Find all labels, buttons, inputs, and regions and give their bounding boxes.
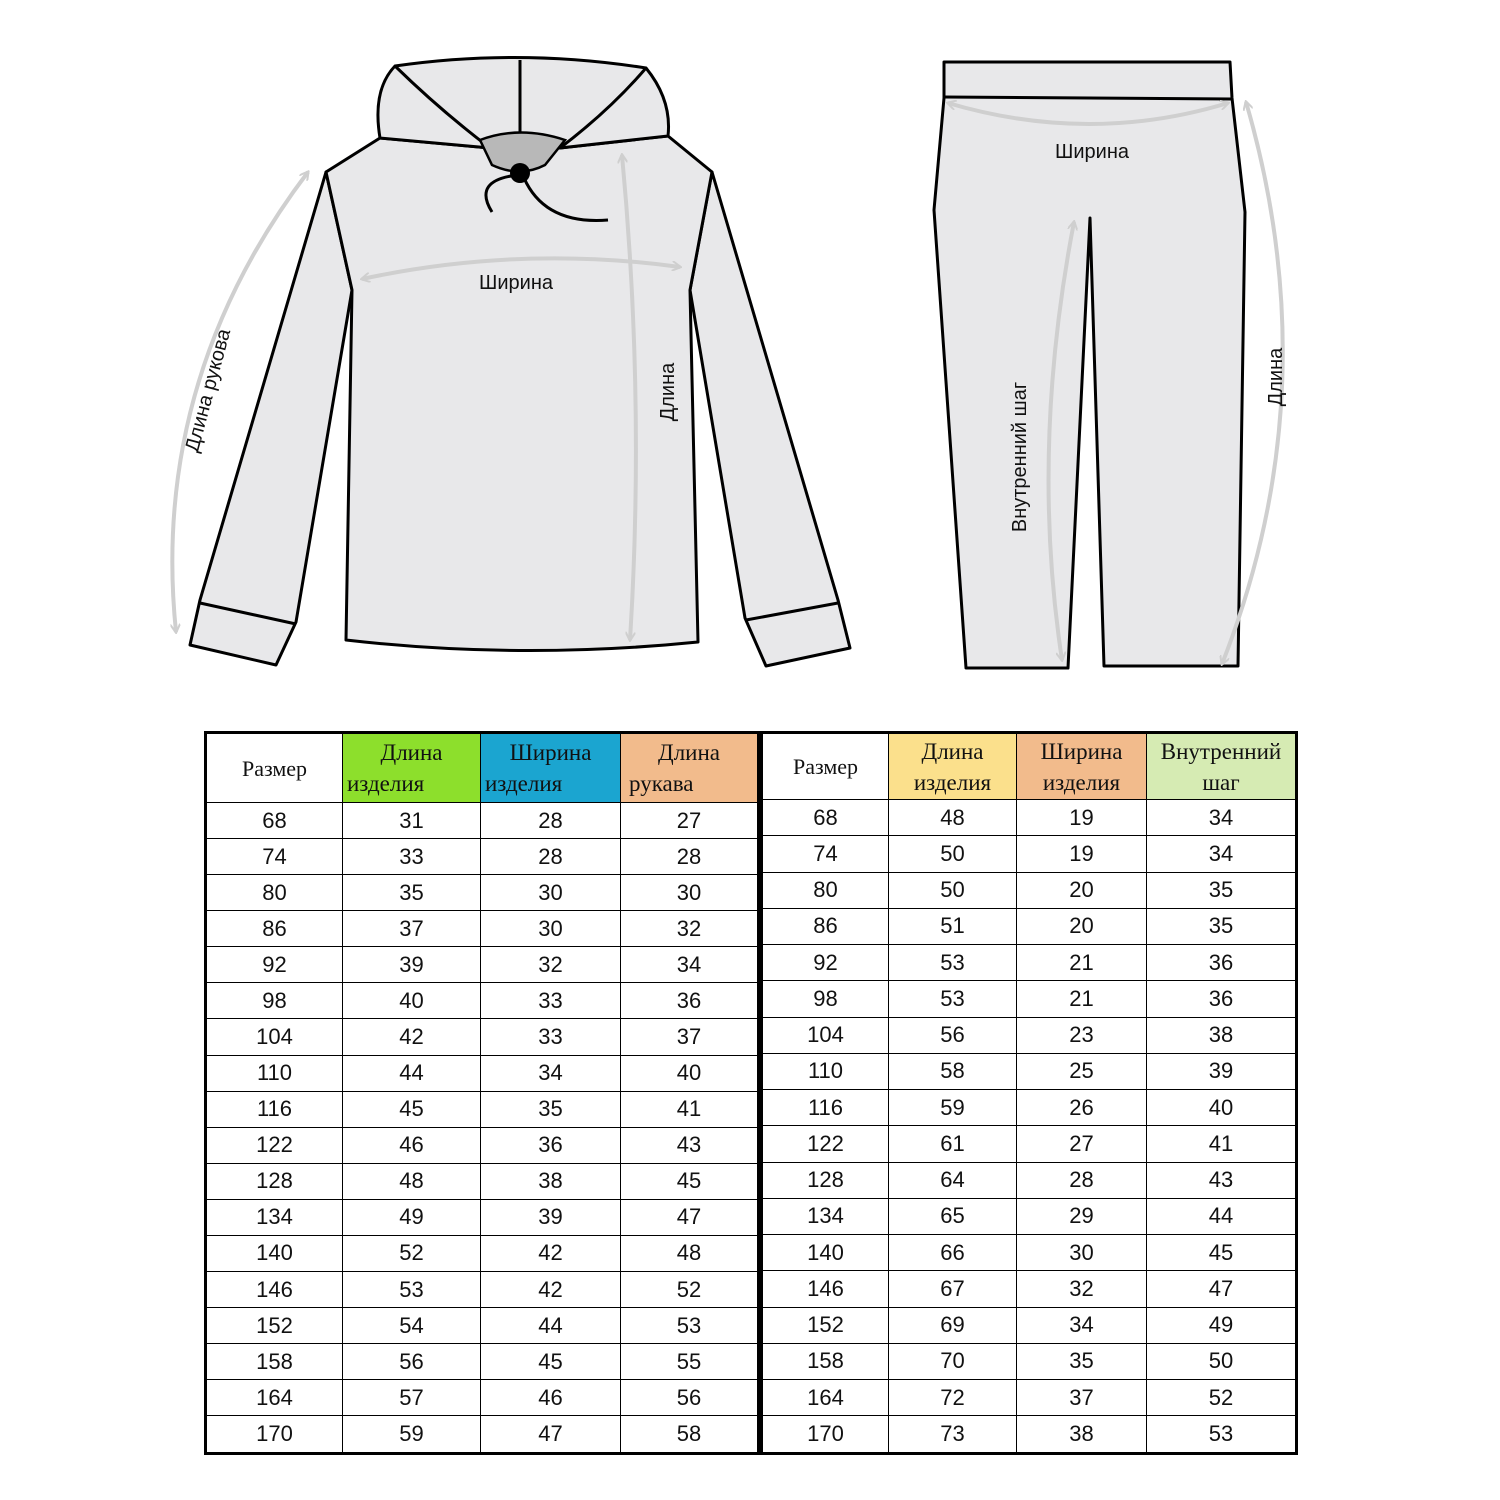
value-cell: 44 (481, 1308, 621, 1344)
table-row (206, 1199, 759, 1235)
value-cell: 28 (621, 839, 759, 875)
header-product-length: Длина изделия (889, 733, 1017, 800)
size-cell: 68 (762, 800, 889, 836)
value-cell: 33 (481, 983, 621, 1019)
table-row (206, 875, 759, 911)
value-cell: 44 (343, 1055, 481, 1091)
size-cell: 170 (206, 1416, 343, 1454)
table-row (762, 1198, 1297, 1234)
value-cell: 32 (481, 947, 621, 983)
value-cell: 42 (481, 1235, 621, 1271)
header-inseam: Внутренний шаг (1147, 733, 1297, 800)
value-cell: 38 (481, 1163, 621, 1199)
size-cell: 86 (762, 908, 889, 944)
size-cell: 92 (762, 945, 889, 981)
value-cell: 43 (621, 1127, 759, 1163)
value-cell: 66 (889, 1235, 1017, 1271)
pants-size-table (760, 731, 1298, 1455)
value-cell: 34 (481, 1055, 621, 1091)
table-row (206, 983, 759, 1019)
table-row (206, 947, 759, 983)
hoodie-length-label: Длина (657, 362, 679, 422)
value-cell: 43 (1147, 1162, 1297, 1198)
value-cell: 32 (621, 911, 759, 947)
value-cell: 23 (1017, 1017, 1147, 1053)
table-row (762, 800, 1297, 836)
table-row (206, 911, 759, 947)
value-cell: 48 (621, 1235, 759, 1271)
value-cell: 30 (481, 875, 621, 911)
size-cell: 74 (206, 839, 343, 875)
value-cell: 35 (481, 1091, 621, 1127)
value-cell: 40 (621, 1055, 759, 1091)
value-cell: 34 (1147, 800, 1297, 836)
value-cell: 39 (481, 1199, 621, 1235)
pants-length-label: Длина (1265, 347, 1287, 407)
size-cell: 146 (762, 1271, 889, 1307)
pants-width-label: Ширина (1055, 141, 1129, 163)
value-cell: 31 (343, 803, 481, 839)
value-cell: 28 (1017, 1162, 1147, 1198)
size-cell: 98 (206, 983, 343, 1019)
value-cell: 27 (621, 803, 759, 839)
size-cell: 110 (762, 1053, 889, 1089)
value-cell: 65 (889, 1198, 1017, 1234)
size-cell: 104 (206, 1019, 343, 1055)
table-row (762, 836, 1297, 872)
hoodie-right-sleeve (690, 172, 850, 666)
value-cell: 35 (1147, 908, 1297, 944)
table-row (206, 1163, 759, 1199)
table-row (206, 1272, 759, 1308)
value-cell: 44 (1147, 1198, 1297, 1234)
size-cell: 86 (206, 911, 343, 947)
value-cell: 70 (889, 1343, 1017, 1379)
value-cell: 30 (481, 911, 621, 947)
value-cell: 45 (481, 1344, 621, 1380)
size-cell: 152 (206, 1308, 343, 1344)
table-row (206, 1127, 759, 1163)
table-row (206, 1308, 759, 1344)
garment-illustrations (0, 0, 1500, 700)
value-cell: 30 (621, 875, 759, 911)
size-cell: 116 (206, 1091, 343, 1127)
size-cell: 158 (206, 1344, 343, 1380)
value-cell: 21 (1017, 981, 1147, 1017)
table-row (206, 1019, 759, 1055)
value-cell: 46 (481, 1380, 621, 1416)
value-cell: 36 (621, 983, 759, 1019)
table-row (762, 945, 1297, 981)
value-cell: 53 (343, 1272, 481, 1308)
size-cell: 152 (762, 1307, 889, 1343)
value-cell: 57 (343, 1380, 481, 1416)
value-cell: 35 (343, 875, 481, 911)
size-cell: 92 (206, 947, 343, 983)
value-cell: 56 (621, 1380, 759, 1416)
value-cell: 37 (343, 911, 481, 947)
size-cell: 134 (206, 1199, 343, 1235)
value-cell: 34 (621, 947, 759, 983)
size-cell: 110 (206, 1055, 343, 1091)
value-cell: 50 (889, 872, 1017, 908)
size-cell: 122 (762, 1126, 889, 1162)
value-cell: 50 (889, 836, 1017, 872)
value-cell: 47 (621, 1199, 759, 1235)
value-cell: 42 (343, 1019, 481, 1055)
value-cell: 33 (343, 839, 481, 875)
value-cell: 56 (889, 1017, 1017, 1053)
value-cell: 49 (343, 1199, 481, 1235)
header-sleeve-length: Длина рукава (621, 733, 759, 803)
table-row (762, 1235, 1297, 1271)
value-cell: 54 (343, 1308, 481, 1344)
value-cell: 36 (481, 1127, 621, 1163)
value-cell: 42 (481, 1272, 621, 1308)
value-cell: 25 (1017, 1053, 1147, 1089)
value-cell: 64 (889, 1162, 1017, 1198)
value-cell: 19 (1017, 800, 1147, 836)
table-row (762, 872, 1297, 908)
size-cell: 80 (206, 875, 343, 911)
size-cell: 74 (762, 836, 889, 872)
table-row (762, 1380, 1297, 1416)
value-cell: 36 (1147, 945, 1297, 981)
value-cell: 45 (621, 1163, 759, 1199)
header-product-length: Длина изделия (343, 733, 481, 803)
size-cell: 140 (206, 1235, 343, 1271)
table-row (762, 1017, 1297, 1053)
value-cell: 52 (621, 1272, 759, 1308)
pants-waistband-line (944, 97, 1232, 99)
value-cell: 56 (343, 1344, 481, 1380)
header-size: Размер (762, 733, 889, 800)
size-cell: 164 (206, 1380, 343, 1416)
table-row (206, 1091, 759, 1127)
value-cell: 59 (343, 1416, 481, 1454)
value-cell: 26 (1017, 1090, 1147, 1126)
size-cell: 98 (762, 981, 889, 1017)
value-cell: 53 (889, 981, 1017, 1017)
size-cell: 158 (762, 1343, 889, 1379)
value-cell: 40 (1147, 1090, 1297, 1126)
size-cell: 140 (762, 1235, 889, 1271)
table-row (206, 1235, 759, 1271)
value-cell: 58 (621, 1416, 759, 1454)
value-cell: 52 (343, 1235, 481, 1271)
header-size: Размер (206, 733, 343, 803)
size-cell: 164 (762, 1380, 889, 1416)
hoodie-sleeve-length-label: Длина рукова (181, 326, 236, 455)
size-cell: 80 (762, 872, 889, 908)
hoodie-body (326, 136, 712, 651)
value-cell: 58 (889, 1053, 1017, 1089)
table-row (206, 803, 759, 839)
value-cell: 40 (343, 983, 481, 1019)
value-cell: 53 (1147, 1416, 1297, 1454)
table-row (762, 1343, 1297, 1379)
value-cell: 38 (1017, 1416, 1147, 1454)
value-cell: 30 (1017, 1235, 1147, 1271)
value-cell: 34 (1147, 836, 1297, 872)
value-cell: 32 (1017, 1271, 1147, 1307)
value-cell: 28 (481, 839, 621, 875)
pants-drawing (934, 62, 1287, 668)
table-row (762, 1090, 1297, 1126)
size-cell: 68 (206, 803, 343, 839)
table-row (762, 1162, 1297, 1198)
hoodie-left-sleeve (190, 172, 352, 665)
value-cell: 48 (343, 1163, 481, 1199)
value-cell: 41 (621, 1091, 759, 1127)
value-cell: 28 (481, 803, 621, 839)
value-cell: 41 (1147, 1126, 1297, 1162)
value-cell: 29 (1017, 1198, 1147, 1234)
value-cell: 21 (1017, 945, 1147, 981)
table-header-row (206, 733, 759, 803)
size-cell: 134 (762, 1198, 889, 1234)
value-cell: 50 (1147, 1343, 1297, 1379)
table-row (762, 1416, 1297, 1454)
table-header-row (762, 733, 1297, 800)
value-cell: 59 (889, 1090, 1017, 1126)
value-cell: 51 (889, 908, 1017, 944)
size-cell: 104 (762, 1017, 889, 1053)
value-cell: 53 (889, 945, 1017, 981)
value-cell: 37 (1017, 1380, 1147, 1416)
value-cell: 33 (481, 1019, 621, 1055)
hoodie-size-table (204, 731, 760, 1455)
pants-inseam-label: Внутренний шаг (1009, 381, 1031, 533)
value-cell: 52 (1147, 1380, 1297, 1416)
size-cell: 170 (762, 1416, 889, 1454)
table-row (762, 981, 1297, 1017)
value-cell: 48 (889, 800, 1017, 836)
value-cell: 72 (889, 1380, 1017, 1416)
hoodie-width-label: Ширина (479, 272, 553, 294)
value-cell: 34 (1017, 1307, 1147, 1343)
value-cell: 35 (1017, 1343, 1147, 1379)
table-row (206, 839, 759, 875)
value-cell: 61 (889, 1126, 1017, 1162)
value-cell: 20 (1017, 908, 1147, 944)
value-cell: 19 (1017, 836, 1147, 872)
value-cell: 47 (1147, 1271, 1297, 1307)
value-cell: 49 (1147, 1307, 1297, 1343)
hoodie-drawing (172, 57, 850, 666)
size-cell: 128 (206, 1163, 343, 1199)
size-cell: 128 (762, 1162, 889, 1198)
size-cell: 116 (762, 1090, 889, 1126)
value-cell: 46 (343, 1127, 481, 1163)
table-row (762, 908, 1297, 944)
value-cell: 39 (343, 947, 481, 983)
table-row (762, 1307, 1297, 1343)
table-row (762, 1126, 1297, 1162)
value-cell: 73 (889, 1416, 1017, 1454)
table-row (762, 1271, 1297, 1307)
size-cell: 146 (206, 1272, 343, 1308)
value-cell: 37 (621, 1019, 759, 1055)
table-row (206, 1416, 759, 1454)
table-row (762, 1053, 1297, 1089)
table-row (206, 1344, 759, 1380)
value-cell: 35 (1147, 872, 1297, 908)
table-row (206, 1380, 759, 1416)
value-cell: 45 (343, 1091, 481, 1127)
value-cell: 69 (889, 1307, 1017, 1343)
value-cell: 53 (621, 1308, 759, 1344)
value-cell: 39 (1147, 1053, 1297, 1089)
table-row (206, 1055, 759, 1091)
value-cell: 36 (1147, 981, 1297, 1017)
value-cell: 27 (1017, 1126, 1147, 1162)
value-cell: 67 (889, 1271, 1017, 1307)
size-cell: 122 (206, 1127, 343, 1163)
header-product-width: Ширина изделия (481, 733, 621, 803)
value-cell: 47 (481, 1416, 621, 1454)
header-product-width: Ширина изделия (1017, 733, 1147, 800)
value-cell: 55 (621, 1344, 759, 1380)
value-cell: 20 (1017, 872, 1147, 908)
value-cell: 38 (1147, 1017, 1297, 1053)
value-cell: 45 (1147, 1235, 1297, 1271)
